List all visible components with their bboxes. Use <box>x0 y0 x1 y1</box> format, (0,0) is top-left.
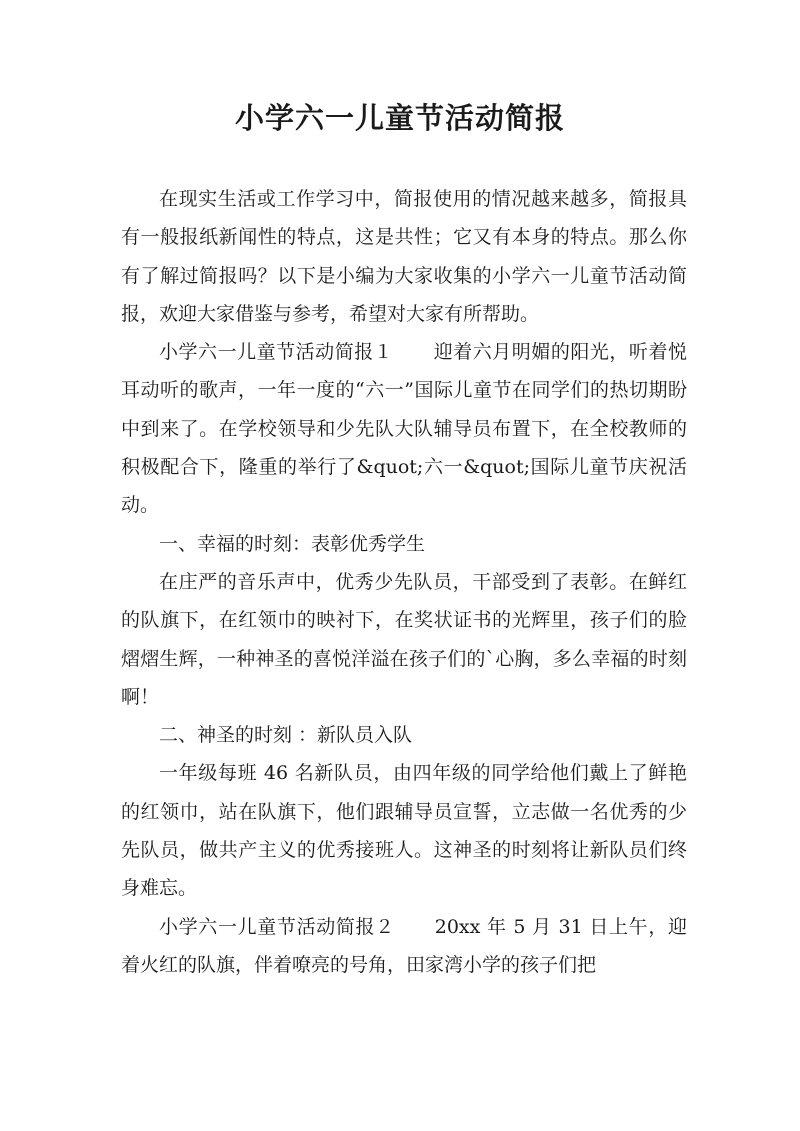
section-heading-2 <box>121 716 687 754</box>
document-body <box>121 180 687 984</box>
document-title: 小学六一儿童节活动简报 <box>234 101 565 135</box>
paragraph-report-1 <box>121 333 687 524</box>
paragraph-text: 在现实生活或工作学习中，简报使用的情况越来越多，简报具有一般报纸新闻性的特点，这是共性；它又有本身的特点。那么你有了解过简报吗？以下是小编为大家收集的小学六一儿童节活动简报，欢迎大家借鉴与参考，希望对大家有所帮助。 <box>121 188 687 325</box>
section-heading-text: 二、神圣的时刻 ：新队员入队 <box>159 724 413 747</box>
paragraph-text: 在庄严的音乐声中，优秀少先队员，干部受到了表彰。在鲜红的队旗下，在红领巾的映衬下，在奖状证书的光辉里，孩子们的脸熠熠生辉，一种神圣的喜悦洋溢在孩子们的`心胸，多么幸福的时刻啊！ <box>121 570 687 708</box>
paragraph-section-2 <box>121 754 687 907</box>
report-1-text: 迎着六月明媚的阳光，听着悦耳动听的歌声，一年一度的“六一”国际儿童节在同学们的热切期盼中到来了。在学校领导和少先队大队辅导员布置下，在全校教师的积极配合下，隆重的举行了&quot;六一&quot;国际儿童节庆祝活动。 <box>121 341 687 517</box>
report-1-heading: 小学六一儿童节活动简报１ <box>159 341 394 364</box>
paragraph-text: 一年级每班 46 名新队员，由四年级的同学给他们戴上了鲜艳的红领巾，站在队旗下，他们跟辅导员宣誓，立志做一名优秀的少先队员，做共产主义的优秀接班人。这神圣的时刻将让新队员们终身难忘。 <box>121 762 687 900</box>
paragraph-report-2 <box>121 908 687 985</box>
section-heading-text: 一、幸福的时刻：表彰优秀学生 <box>159 532 426 555</box>
report-2-text: 20xx 年 5 月 31 日上午，迎着火红的队旗，伴着嘹亮的号角，田家湾小学的孩子们把 <box>121 915 687 976</box>
section-heading-1 <box>121 525 687 563</box>
paragraph-intro <box>121 180 687 333</box>
paragraph-section-1 <box>121 563 687 716</box>
report-2-heading: 小学六一儿童节活动简报２ <box>159 915 395 938</box>
